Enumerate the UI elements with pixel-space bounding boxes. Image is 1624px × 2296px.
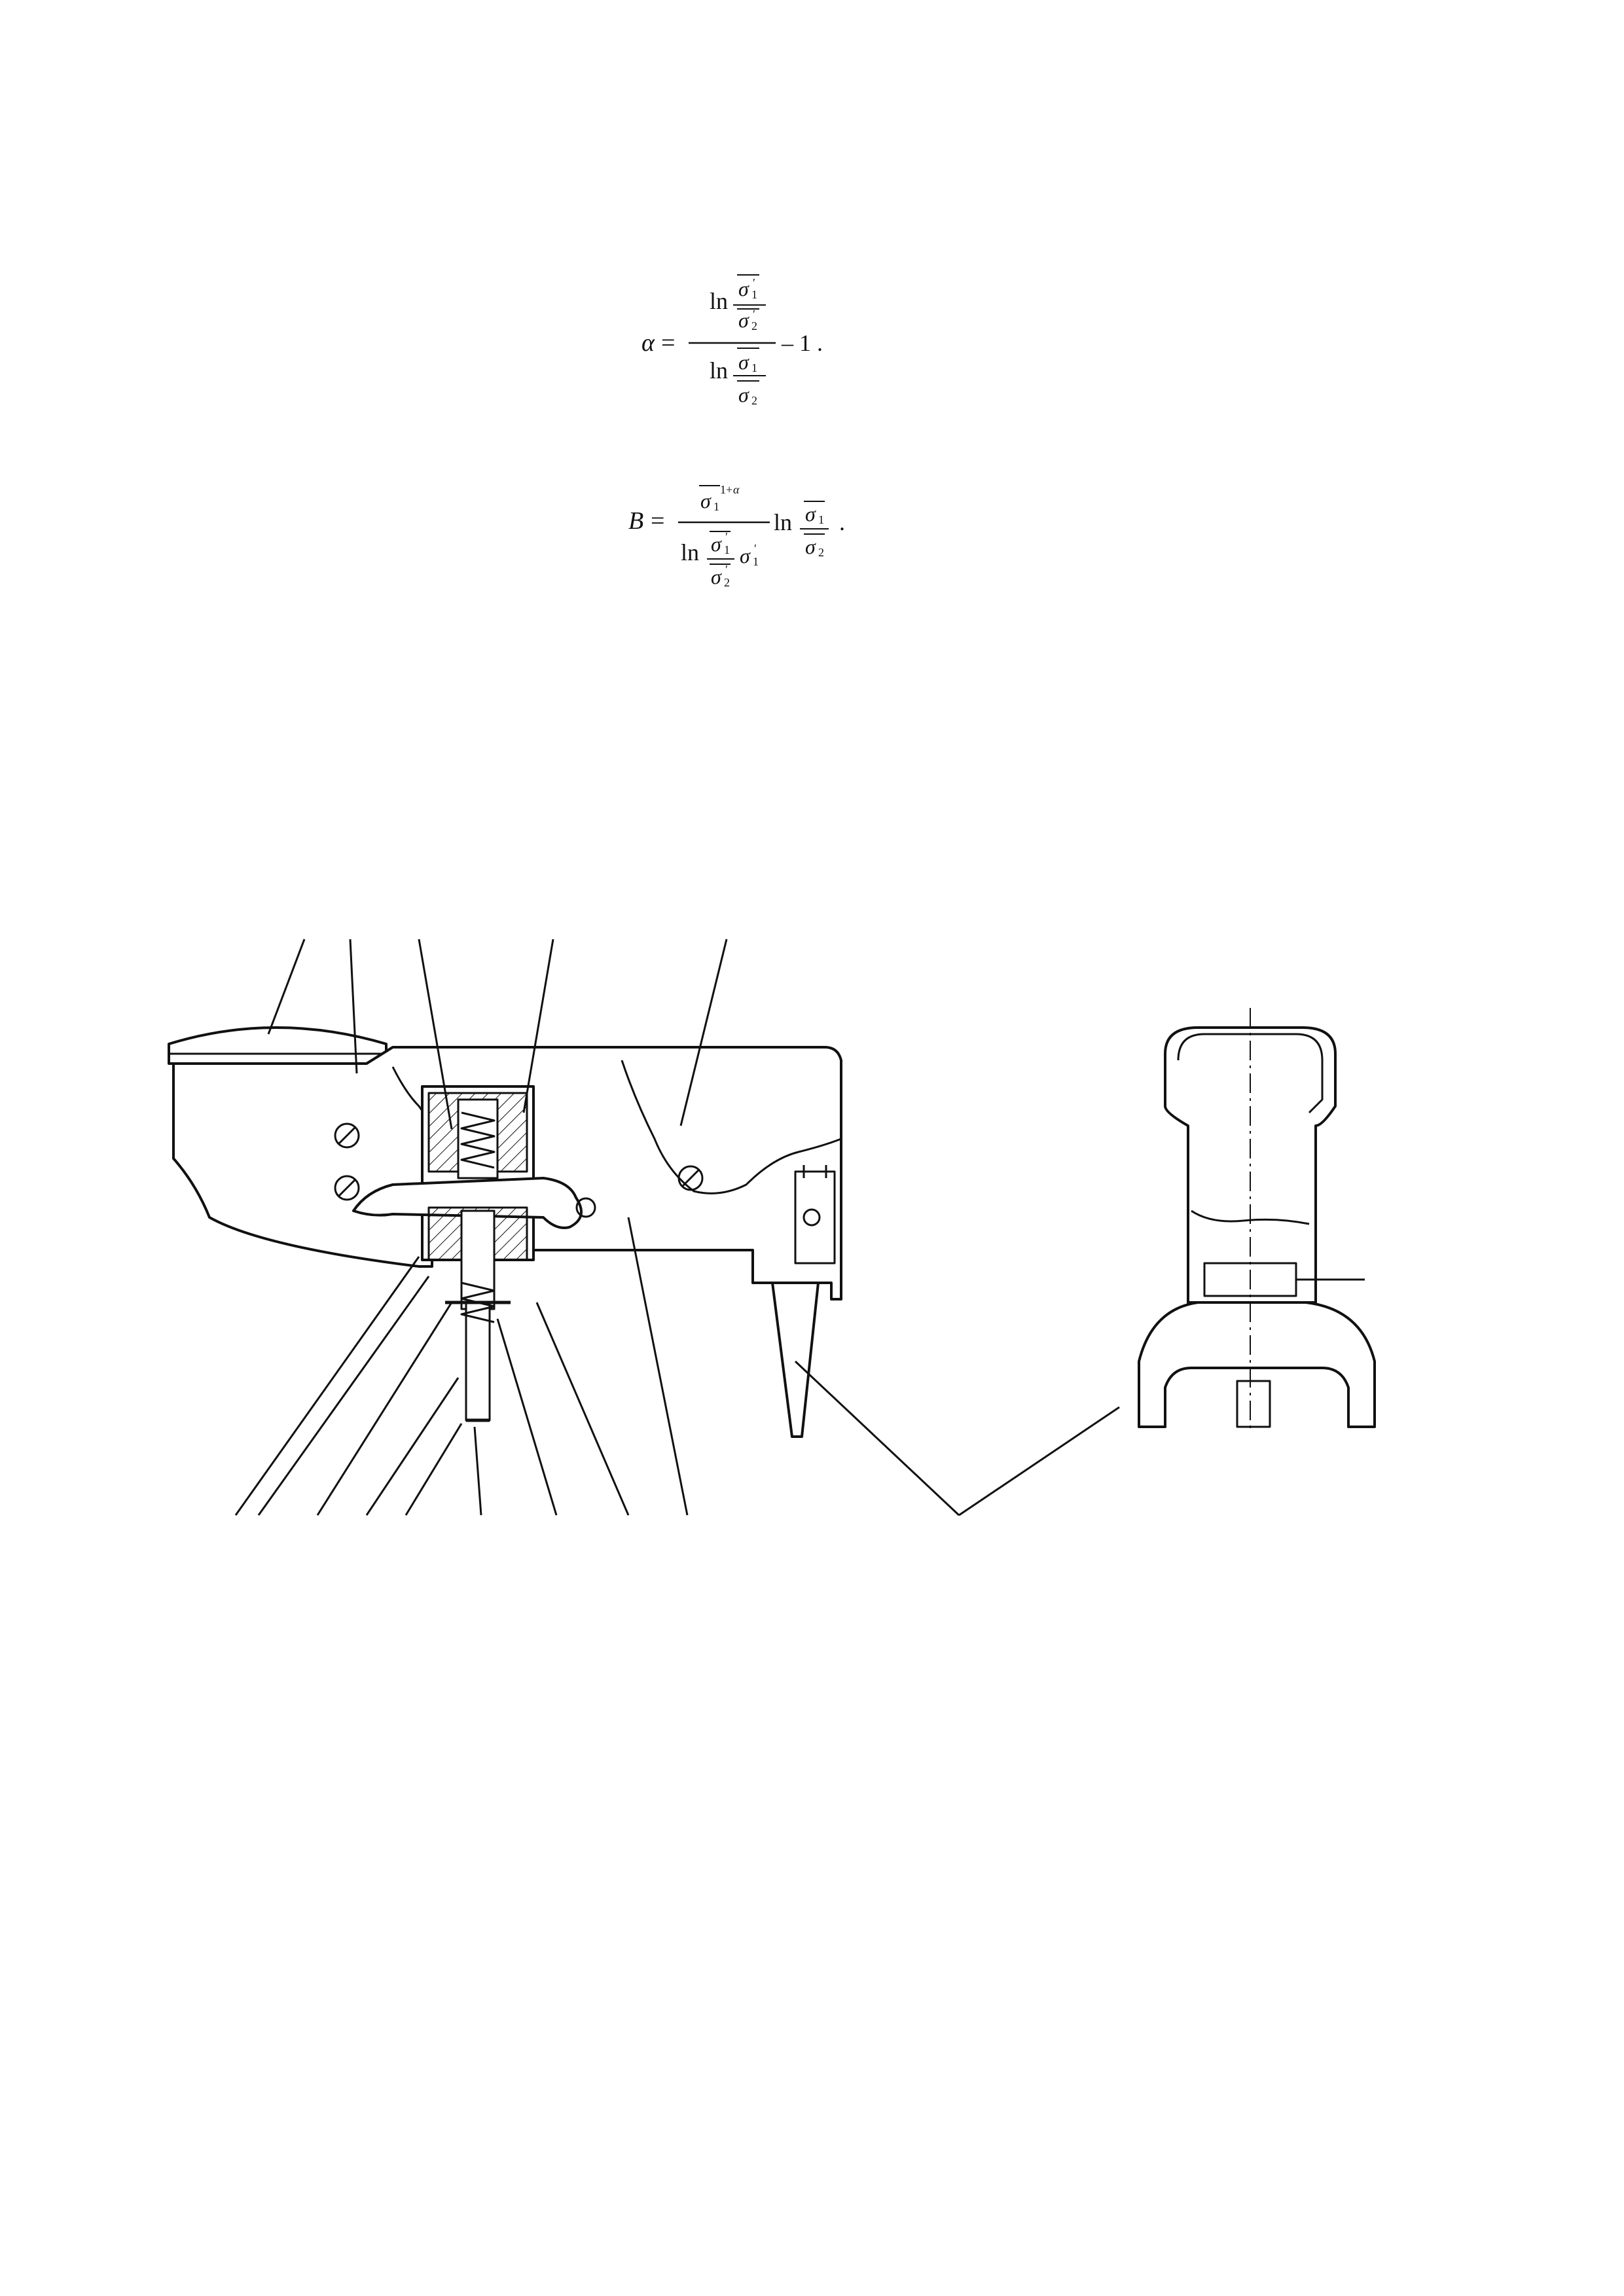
svg-text:B: B: [628, 507, 644, 535]
svg-text:ln: ln: [774, 509, 793, 535]
svg-text:1: 1: [751, 361, 757, 374]
svg-text:2: 2: [751, 319, 757, 332]
svg-text:α: α: [641, 329, 655, 357]
svg-text:1: 1: [724, 543, 730, 556]
svg-text:σ: σ: [700, 489, 711, 512]
svg-text:σ: σ: [805, 535, 816, 558]
svg-text:=: =: [661, 329, 676, 357]
svg-text:1+: 1+: [720, 483, 733, 496]
svg-text:ln: ln: [681, 539, 700, 565]
svg-text:σ: σ: [740, 544, 750, 567]
svg-text:2: 2: [818, 546, 824, 559]
svg-text:′: ′: [753, 276, 755, 289]
svg-text:1: 1: [753, 555, 759, 568]
svg-text:=: =: [651, 507, 665, 535]
svg-text:– 1 .: – 1 .: [782, 330, 823, 356]
svg-text:1: 1: [751, 288, 757, 301]
svg-text:σ: σ: [711, 532, 721, 556]
svg-text:.: .: [839, 509, 845, 535]
support-leg: [772, 1283, 818, 1437]
barcol-hardness-tester-drawing: [157, 903, 1440, 1551]
svg-text:′: ′: [725, 563, 728, 576]
svg-text:σ: σ: [711, 565, 721, 588]
svg-text:′: ′: [754, 542, 757, 555]
svg-text:σ: σ: [738, 277, 749, 300]
svg-text:ln: ln: [710, 288, 729, 314]
svg-text:′: ′: [753, 308, 755, 321]
svg-text:′: ′: [725, 530, 728, 543]
b-formula: [628, 471, 903, 596]
svg-text:σ: σ: [738, 383, 749, 406]
svg-text:σ: σ: [738, 350, 749, 374]
svg-text:σ: σ: [805, 502, 816, 526]
svg-text:1: 1: [713, 500, 719, 513]
svg-text:2: 2: [724, 576, 730, 589]
alpha-formula: [641, 262, 877, 419]
indicator-cap: [169, 1028, 386, 1064]
svg-text:σ: σ: [738, 308, 749, 332]
svg-text:1: 1: [818, 513, 824, 526]
svg-text:α: α: [733, 483, 740, 496]
svg-text:ln: ln: [710, 357, 729, 384]
svg-text:2: 2: [751, 394, 757, 407]
